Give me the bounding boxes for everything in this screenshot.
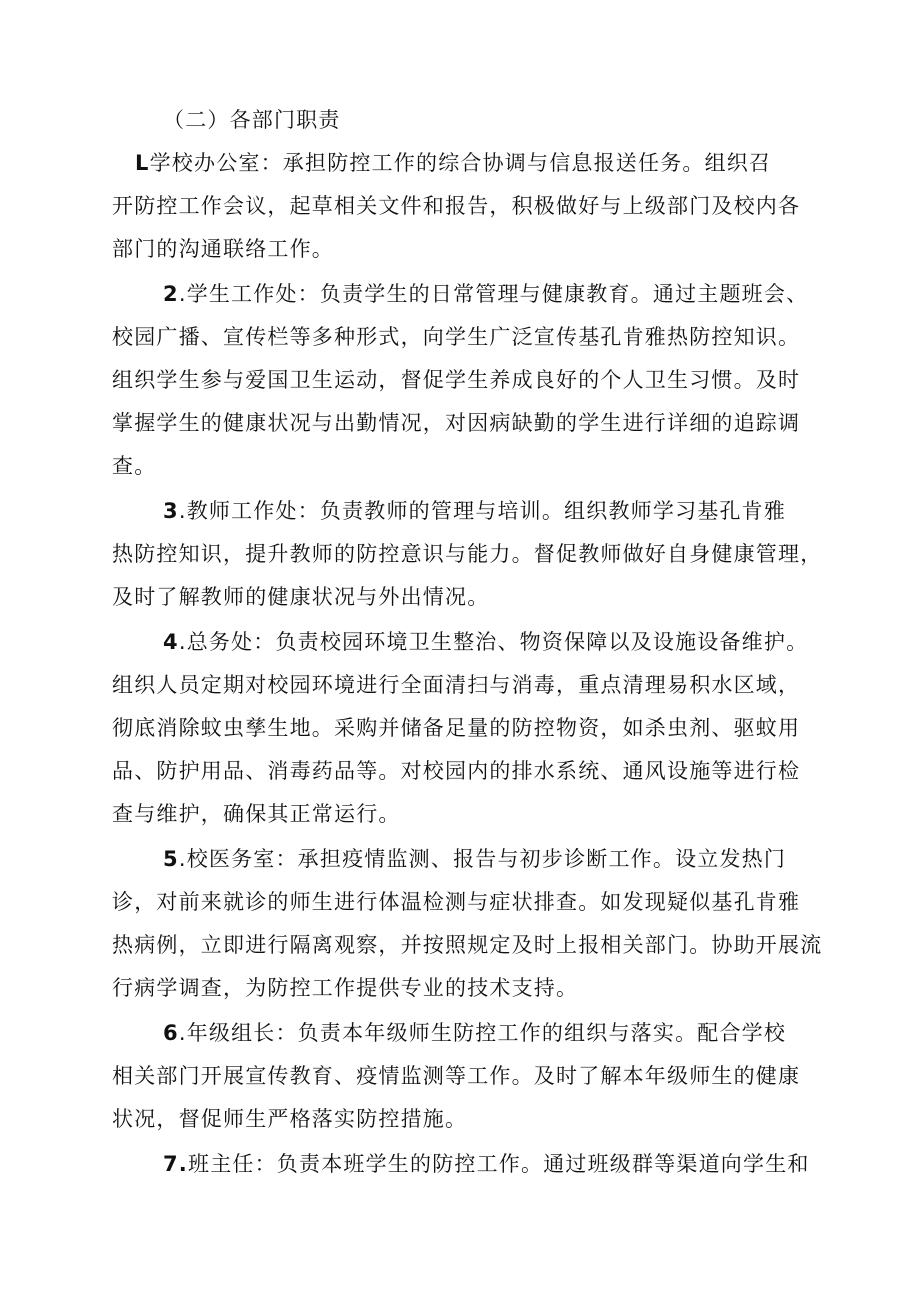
- paragraph-6-number: 6: [163, 1021, 179, 1045]
- paragraph-5-line-2: 诊，对前来就诊的师生进行体温检测与症状排查。如发现疑似基孔肯雅: [112, 890, 801, 914]
- paragraph-6-line-2: 相关部门开展宣传教育、疫情监测等工作。及时了解本年级师生的健康: [112, 1064, 801, 1088]
- paragraph-6-text-1: .年级组长：负责本年级师生防控工作的组织与落实。配合学校: [178, 1021, 787, 1045]
- paragraph-6-line-1: [163, 1019, 786, 1047]
- section-heading: （二）各部门职责: [163, 108, 341, 132]
- paragraph-2-number: 2: [163, 282, 179, 306]
- paragraph-4-line-4: 品、防护用品、消毒药品等。对校园内的排水系统、通风设施等进行检: [112, 759, 801, 783]
- paragraph-2-line-5: 查。: [112, 454, 157, 478]
- paragraph-1-line-2: 开防控工作会议，起草相关文件和报告，积极做好与上级部门及校内各: [112, 194, 801, 218]
- paragraph-5-line-4: 行病学调查，为防控工作提供专业的技术支持。: [112, 976, 579, 1000]
- paragraph-5-line-1: [163, 845, 786, 873]
- paragraph-4-line-2: 组织人员定期对校园环境进行全面清扫与消毒，重点清理易积水区域，: [112, 673, 801, 697]
- paragraph-5-text-1: .校医务室：承担疫情监测、报告与初步诊断工作。设立发热门: [178, 847, 787, 871]
- paragraph-2-line-4: 掌握学生的健康状况与出勤情况，对因病缺勤的学生进行详细的追踪调: [112, 411, 801, 435]
- paragraph-4-line-1: [163, 628, 808, 656]
- paragraph-3-line-3: 及时了解教师的健康状况与外出情况。: [112, 585, 490, 609]
- paragraph-1-text-1: 学校办公室：承担防控工作的综合协调与信息报送任务。组织召: [149, 151, 772, 175]
- paragraph-2-text-1: .学生工作处：负责学生的日常管理与健康教育。通过主题班会、: [178, 282, 809, 306]
- paragraph-3-line-1: [163, 497, 786, 525]
- paragraph-7-number: 7.: [163, 1152, 188, 1176]
- paragraph-2-line-3: 组织学生参与爱国卫生运动，督促学生养成良好的个人卫生习惯。及时: [112, 368, 801, 392]
- paragraph-5-number: 5: [163, 847, 179, 871]
- paragraph-3-line-2: 热防控知识，提升教师的防控意识与能力。督促教师做好自身健康管理，: [112, 542, 823, 566]
- paragraph-7-text-1: 班主任：负责本班学生的防控工作。通过班级群等渠道向学生和: [188, 1152, 810, 1176]
- paragraph-6-line-3: 状况，督促师生严格落实防控措施。: [112, 1107, 468, 1131]
- paragraph-4-number: 4: [163, 630, 179, 654]
- paragraph-3-number: 3: [163, 499, 179, 523]
- paragraph-2-line-1: [163, 280, 808, 308]
- paragraph-4-line-5: 查与维护，确保其正常运行。: [112, 802, 401, 826]
- paragraph-1-line-1: [135, 149, 771, 177]
- paragraph-1-number: L: [135, 151, 150, 175]
- paragraph-5-line-3: 热病例，立即进行隔离观察，并按照规定及时上报相关部门。协助开展流: [112, 933, 823, 957]
- paragraph-4-line-3: 彻底消除蚊虫孳生地。采购并储备足量的防控物资，如杀虫剂、驱蚊用: [112, 716, 801, 740]
- paragraph-2-line-2: 校园广播、宣传栏等多种形式，向学生广泛宣传基孔肯雅热防控知识。: [112, 325, 801, 349]
- paragraph-1-line-3: 部门的沟通联络工作。: [112, 237, 334, 261]
- paragraph-4-text-1: .总务处：负责校园环境卫生整治、物资保障以及设施设备维护。: [178, 630, 809, 654]
- paragraph-7-line-1: [163, 1150, 810, 1178]
- paragraph-3-text-1: .教师工作处：负责教师的管理与培训。组织教师学习基孔肯雅: [178, 499, 787, 523]
